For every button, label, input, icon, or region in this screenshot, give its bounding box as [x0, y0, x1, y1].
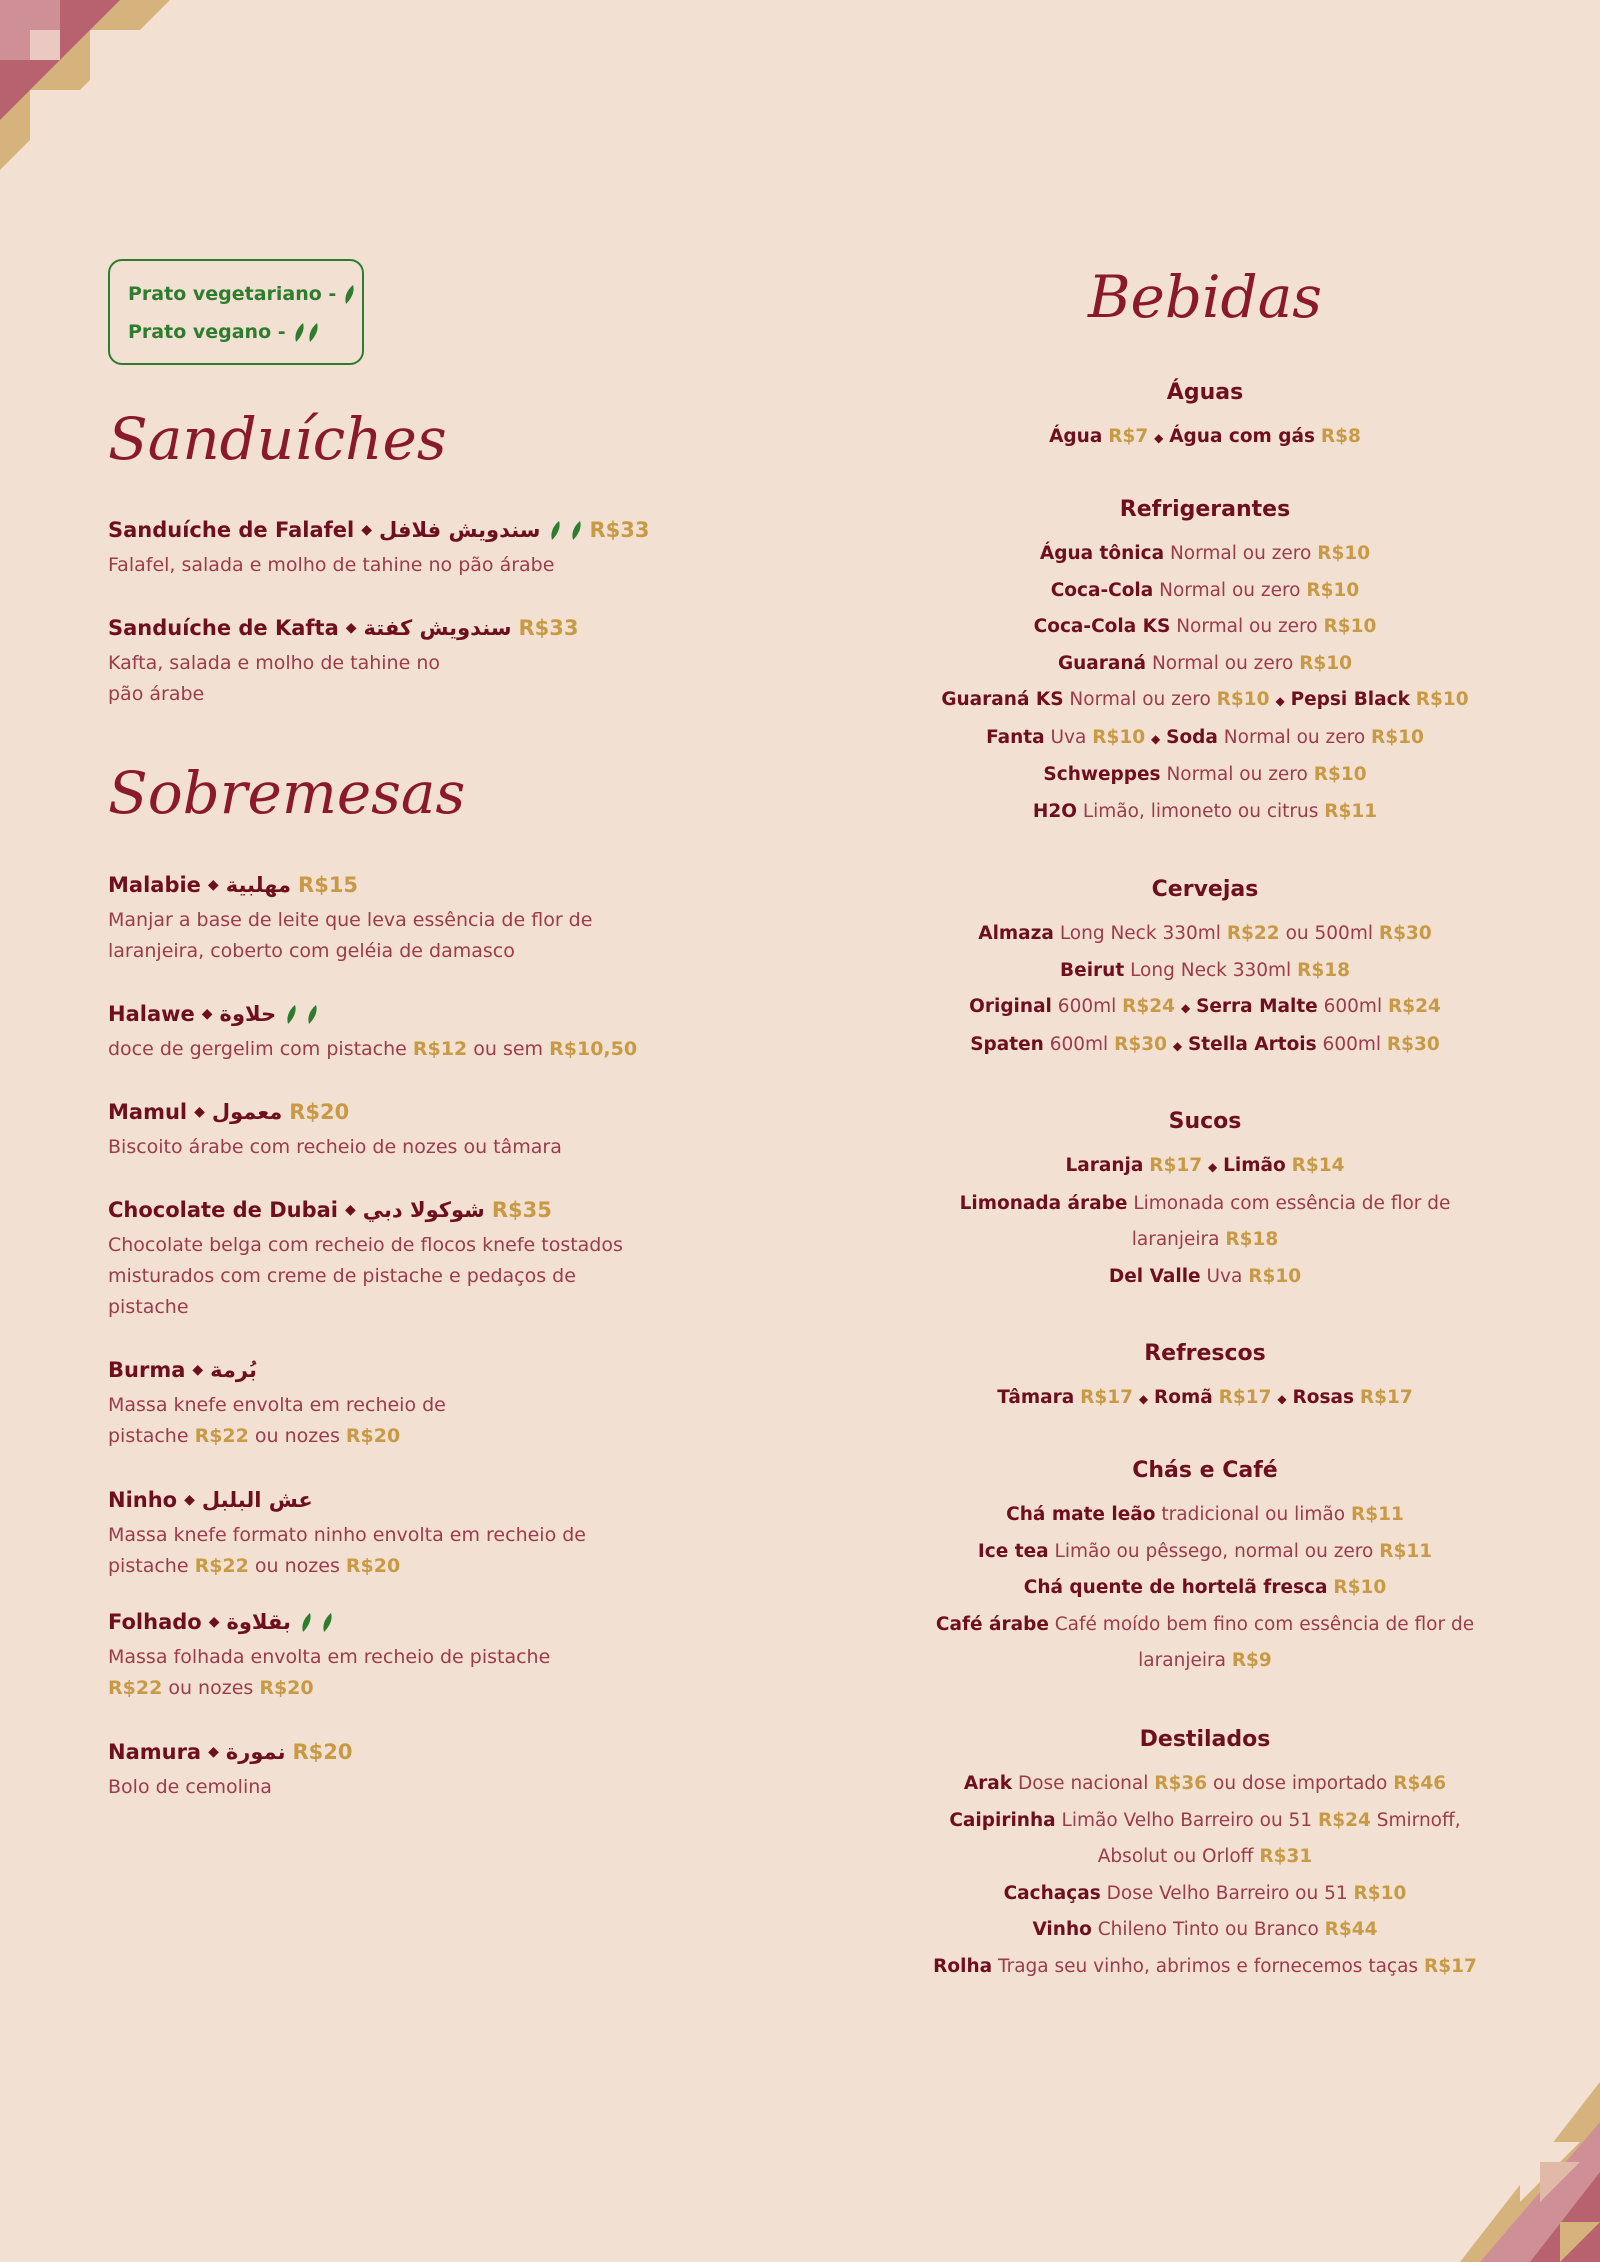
item-price: R$12	[412, 1038, 468, 1060]
item-price: R$35	[491, 1198, 552, 1222]
leaf-icon	[286, 1005, 297, 1024]
drink-name: Soda	[1166, 726, 1218, 748]
drink-price: R$10	[1216, 689, 1270, 710]
drink-name: Chá quente de hortelã fresca	[1023, 1577, 1328, 1598]
drink-price: R$30	[1378, 923, 1432, 944]
item-description	[108, 1642, 668, 1704]
drink-desc: 600ml	[1323, 996, 1383, 1017]
drink-price: R$10	[1333, 1577, 1387, 1598]
drink-price: R$10	[1313, 764, 1367, 785]
diamond-separator-icon: ◆	[345, 1202, 356, 1218]
menu-item-folhado	[108, 1610, 668, 1704]
item-name: Mamul	[108, 1100, 188, 1124]
drink-desc: Normal ou zero	[1176, 616, 1318, 637]
desc-line: Chocolate belga com recheio de flocos knefe tostados	[108, 1234, 623, 1256]
legend-vegetarian-label: Prato vegetariano -	[128, 283, 337, 305]
item-arabic-name: نمورة	[225, 1740, 286, 1764]
item-arabic-name: سندويش فلافل	[378, 518, 541, 542]
drink-name: Água	[1049, 426, 1103, 447]
leaf-icon	[344, 285, 355, 304]
drink-name: Café árabe	[935, 1613, 1049, 1635]
item-arabic-name: سندويش كفتة	[363, 616, 512, 640]
drink-name: Caipirinha	[949, 1809, 1056, 1831]
desc-text: ou nozes	[254, 1555, 340, 1577]
menu-line	[880, 609, 1530, 646]
drink-name: Pepsi Black	[1290, 689, 1410, 710]
item-name: Malabie	[108, 873, 201, 897]
drink-desc: 600ml	[1057, 996, 1117, 1017]
drink-name: Limão	[1223, 1155, 1286, 1176]
desc-text: ou nozes	[168, 1677, 254, 1699]
drink-desc: Dose nacional	[1017, 1773, 1149, 1794]
item-name: Namura	[108, 1740, 202, 1764]
menu-line	[880, 1949, 1530, 1986]
item-name: Sanduíche de Kafta	[108, 616, 339, 640]
refrescos-section	[880, 1341, 1530, 1418]
menu-line	[880, 720, 1530, 758]
menu-line	[880, 1607, 1530, 1644]
item-arabic-name: بقلاوة	[226, 1610, 291, 1634]
drink-name: Rolha	[933, 1955, 993, 1977]
leaf-icon	[294, 323, 305, 342]
item-arabic-name: عش البلبل	[201, 1488, 313, 1512]
drink-name: Schweppes	[1043, 764, 1161, 785]
leaf-icon	[550, 521, 561, 540]
leaf-icon	[571, 521, 582, 540]
menu-line	[880, 1259, 1530, 1296]
bebidas-title: Bebidas	[1087, 263, 1323, 331]
drink-price: R$11	[1324, 800, 1378, 822]
diamond-separator-icon: ◆	[1180, 1001, 1191, 1015]
item-description	[108, 1520, 668, 1582]
drink-name: Coca-Cola	[1050, 579, 1154, 601]
drink-price: R$10	[1299, 652, 1353, 674]
item-description	[108, 1034, 668, 1065]
drink-price: R$17	[1359, 1387, 1413, 1408]
diamond-separator-icon: ◆	[207, 877, 219, 893]
drink-desc: 600ml	[1049, 1033, 1109, 1055]
menu-line	[880, 573, 1530, 610]
drink-name: H2O	[1032, 800, 1077, 822]
drink-price: R$10	[1371, 726, 1424, 748]
drink-desc: Long Neck 330ml	[1130, 959, 1292, 981]
drink-price: R$10	[1353, 1882, 1407, 1904]
drink-price: R$10	[1306, 579, 1360, 601]
drink-name: Guaraná KS	[941, 689, 1064, 710]
menu-item-halawe	[108, 1002, 668, 1065]
drink-name: Vinho	[1032, 1919, 1092, 1940]
drink-price: R$7	[1108, 426, 1149, 447]
diamond-separator-icon: ◆	[1151, 731, 1161, 746]
sobremesas-section	[108, 759, 668, 827]
item-price: R$20	[345, 1425, 401, 1447]
diamond-separator-icon: ◆	[208, 1744, 219, 1760]
drink-price: R$24	[1122, 996, 1176, 1017]
desc-line: Kafta, salada e molho de tahine no	[108, 652, 440, 674]
drink-name: Stella Artois	[1187, 1033, 1317, 1055]
item-arabic-name: مهلبية	[225, 873, 292, 897]
drink-name: Limonada árabe	[959, 1192, 1128, 1214]
item-arabic-name: بُرمة	[210, 1358, 257, 1382]
drink-desc: Limão ou pêssego, normal ou zero	[1054, 1540, 1374, 1562]
item-price: R$22	[194, 1555, 249, 1577]
drink-name: Fanta	[986, 726, 1045, 748]
drink-price: R$24	[1318, 1809, 1371, 1831]
menu-line	[880, 1222, 1530, 1259]
bebidas-section	[880, 263, 1530, 331]
drink-name: Cachaças	[1003, 1882, 1101, 1904]
drink-name: Tâmara	[997, 1387, 1075, 1408]
drink-price: R$18	[1297, 959, 1350, 981]
diamond-separator-icon: ◆	[1138, 1392, 1149, 1406]
destilados-section	[880, 1727, 1530, 1985]
menu-line	[880, 682, 1530, 720]
legend-vegan	[128, 313, 362, 351]
menu-line	[880, 1497, 1530, 1534]
drink-price: R$10	[1323, 616, 1377, 637]
menu-item-malabie	[108, 873, 668, 967]
drink-price: R$10	[1248, 1265, 1302, 1287]
drink-price: R$31	[1259, 1846, 1313, 1867]
drink-desc: Café moído bem fino com essência de flor de	[1054, 1613, 1475, 1635]
diamond-separator-icon: ◆	[345, 620, 357, 636]
section-heading: Sucos	[1168, 1109, 1242, 1134]
drink-price: R$11	[1379, 1540, 1433, 1562]
menu-line	[880, 1643, 1530, 1680]
menu-line	[880, 1027, 1530, 1065]
menu-item-mamul	[108, 1100, 668, 1163]
drink-price: R$8	[1320, 426, 1361, 447]
section-heading: Chás e Café	[1132, 1458, 1278, 1483]
leaf-icon	[301, 1613, 312, 1632]
drink-price: R$11	[1350, 1504, 1404, 1525]
drink-desc: Long Neck 330ml	[1059, 923, 1221, 944]
desc-line: laranjeira, coberto com geléia de damasco	[108, 940, 515, 962]
drink-price: R$17	[1149, 1155, 1203, 1176]
diamond-separator-icon: ◆	[201, 1006, 213, 1022]
sobremesas-title: Sobremesas	[108, 759, 466, 827]
item-price: R$22	[108, 1677, 163, 1699]
drink-name: Original	[969, 996, 1052, 1017]
drink-desc: Normal ou zero	[1166, 764, 1308, 785]
item-description	[108, 648, 668, 710]
drink-desc: Limonada com essência de flor de	[1133, 1192, 1451, 1214]
menu-item-falafel	[108, 518, 668, 581]
drink-desc: Dose Velho Barreiro ou 51	[1106, 1882, 1348, 1904]
drink-price: R$17	[1423, 1955, 1477, 1977]
drink-price: R$46	[1393, 1773, 1447, 1794]
item-name: Halawe	[108, 1002, 195, 1026]
menu-line	[880, 916, 1530, 953]
drink-desc: Traga seu vinho, abrimos e fornecemos taças	[998, 1955, 1419, 1977]
drink-name: Romã	[1154, 1387, 1213, 1408]
desc-line: pão árabe	[108, 683, 205, 705]
item-price: R$20	[292, 1740, 353, 1764]
drink-desc: Limão, limoneto ou citrus	[1082, 800, 1319, 822]
item-price: R$20	[345, 1555, 401, 1577]
item-description	[108, 1390, 668, 1452]
diamond-separator-icon: ◆	[192, 1362, 204, 1378]
desc-line: Massa knefe formato ninho envolta em recheio de	[108, 1524, 586, 1546]
drink-desc: Normal ou zero	[1223, 726, 1366, 748]
drink-price: R$9	[1231, 1650, 1272, 1671]
legend-vegan-label: Prato vegano -	[128, 321, 286, 343]
item-description	[108, 1230, 668, 1323]
chas-section	[880, 1458, 1530, 1680]
drink-desc: Normal ou zero	[1069, 689, 1211, 710]
section-heading: Destilados	[1139, 1727, 1271, 1752]
item-description: Falafel, salada e molho de tahine no pão árabe	[108, 554, 555, 576]
corner-ornament-bottom-right	[1460, 2082, 1600, 2262]
diamond-separator-icon: ◆	[1172, 1038, 1183, 1053]
drink-price: R$36	[1154, 1773, 1208, 1794]
diamond-separator-icon: ◆	[1275, 694, 1285, 708]
menu-item-kafta	[108, 616, 668, 710]
drink-price: R$22	[1226, 923, 1280, 944]
desc-line: Manjar a base de leite que leva essência de flor de	[108, 909, 593, 931]
drink-desc: Normal ou zero	[1169, 543, 1312, 564]
desc-line: misturados com creme de pistache e pedaços de	[108, 1265, 576, 1287]
item-name: Sanduíche de Falafel	[108, 518, 355, 542]
menu-line	[880, 989, 1530, 1027]
item-price: R$10,50	[549, 1038, 638, 1060]
menu-line	[880, 1148, 1530, 1186]
desc-text: ou nozes	[254, 1425, 340, 1447]
section-heading: Refrigerantes	[1119, 497, 1291, 522]
drink-name: Água com gás	[1169, 426, 1316, 447]
diamond-separator-icon: ◆	[184, 1492, 195, 1508]
item-description: Biscoito árabe com recheio de nozes ou tâmara	[108, 1136, 562, 1158]
menu-line	[880, 1186, 1530, 1223]
section-heading: Cervejas	[1151, 877, 1259, 902]
drink-desc: Chileno Tinto ou Branco	[1097, 1919, 1319, 1940]
menu-line	[880, 1839, 1530, 1876]
menu-line	[880, 1912, 1530, 1949]
drink-name: Laranja	[1065, 1155, 1144, 1176]
menu-line	[880, 419, 1530, 457]
item-price: R$15	[298, 873, 359, 897]
diamond-separator-icon: ◆	[361, 522, 372, 538]
drink-desc: ou dose importado	[1213, 1773, 1388, 1794]
desc-line: Massa knefe envolta em recheio de	[108, 1394, 446, 1416]
diamond-separator-icon: ◆	[208, 1614, 220, 1630]
aguas-section	[880, 380, 1530, 457]
drink-price: R$44	[1324, 1919, 1378, 1940]
drink-name: Ice tea	[977, 1540, 1049, 1562]
diamond-separator-icon: ◆	[1208, 1160, 1218, 1174]
legend-vegetarian	[128, 275, 362, 313]
item-price: R$20	[259, 1677, 314, 1699]
item-description	[108, 905, 668, 967]
menu-line	[880, 757, 1530, 794]
drink-desc: Normal ou zero	[1151, 652, 1294, 674]
desc-line: pistache	[108, 1296, 189, 1318]
drink-price: R$17	[1218, 1387, 1272, 1408]
item-name: Folhado	[108, 1610, 202, 1634]
menu-line	[880, 1766, 1530, 1803]
menu-line	[880, 536, 1530, 573]
drink-desc: Limão Velho Barreiro ou 51	[1061, 1809, 1313, 1831]
menu-line	[880, 646, 1530, 683]
drink-name: Almaza	[978, 923, 1054, 944]
drink-name: Água tônica	[1039, 543, 1165, 564]
drink-name: Chá mate leão	[1006, 1504, 1156, 1525]
drink-price: R$10	[1092, 726, 1146, 748]
menu-item-chocolate-de-dubai	[108, 1198, 668, 1323]
item-name: Burma	[108, 1358, 186, 1382]
menu-item-namura	[108, 1740, 668, 1803]
drink-desc: tradicional ou limão	[1161, 1504, 1346, 1525]
drink-desc: Uva	[1050, 726, 1087, 748]
item-arabic-name: معمول	[211, 1100, 283, 1124]
drink-name: Rosas	[1292, 1387, 1354, 1408]
drink-price: R$30	[1114, 1033, 1167, 1055]
drink-price: R$18	[1225, 1229, 1279, 1250]
desc-text: pistache	[108, 1425, 189, 1447]
desc-text: pistache	[108, 1555, 189, 1577]
drink-name: Beirut	[1060, 959, 1125, 981]
menu-line	[880, 1380, 1530, 1418]
drink-price: R$30	[1386, 1033, 1440, 1055]
desc-line: Massa folhada envolta em recheio de pistache	[108, 1646, 551, 1668]
diamond-separator-icon: ◆	[1277, 1392, 1287, 1406]
menu-line	[880, 1803, 1530, 1840]
item-price: R$22	[194, 1425, 249, 1447]
diet-legend	[108, 259, 364, 365]
drink-name: Spaten	[970, 1033, 1044, 1055]
corner-ornament-top-left	[0, 0, 170, 170]
diamond-separator-icon: ◆	[1154, 431, 1164, 445]
leaf-icon	[308, 323, 319, 342]
sucos-section	[880, 1109, 1530, 1295]
menu-line	[880, 953, 1530, 990]
menu-item-ninho	[108, 1488, 668, 1582]
drink-name: Serra Malte	[1196, 996, 1318, 1017]
refrigerantes-section	[880, 497, 1530, 830]
drink-desc: laranjeira	[1138, 1650, 1226, 1671]
desc-text: ou sem	[473, 1038, 544, 1060]
item-description: Bolo de cemolina	[108, 1776, 272, 1798]
cervejas-section	[880, 877, 1530, 1064]
drink-name: Del Valle	[1108, 1265, 1201, 1287]
diamond-separator-icon: ◆	[194, 1104, 205, 1120]
leaf-icon	[307, 1005, 318, 1024]
drink-desc: ou 500ml	[1285, 923, 1373, 944]
drink-price: R$10	[1415, 689, 1469, 710]
leaf-icon	[322, 1613, 333, 1632]
menu-line	[880, 1876, 1530, 1913]
desc-text: doce de gergelim com pistache	[108, 1038, 407, 1060]
item-name: Chocolate de Dubai	[108, 1198, 338, 1222]
drink-name: Guaraná	[1057, 652, 1147, 674]
sanduiches-title: Sanduíches	[108, 405, 447, 473]
menu-line	[880, 1570, 1530, 1607]
drink-name: Coca-Cola KS	[1033, 616, 1171, 637]
drink-name: Arak	[963, 1773, 1013, 1794]
menu-line	[880, 1534, 1530, 1571]
drink-price: R$24	[1388, 996, 1441, 1017]
sanduiches-section	[108, 405, 668, 473]
drink-desc: Uva	[1206, 1265, 1243, 1287]
item-price: R$20	[289, 1100, 350, 1124]
menu-item-burma	[108, 1358, 668, 1452]
item-price: R$33	[589, 518, 650, 542]
drink-price: R$17	[1080, 1387, 1133, 1408]
drink-desc: laranjeira	[1131, 1229, 1220, 1250]
drink-desc: 600ml	[1322, 1033, 1382, 1055]
drink-price: R$10	[1317, 543, 1371, 564]
drink-desc: Normal ou zero	[1159, 579, 1301, 601]
item-arabic-name: حلاوة	[219, 1002, 277, 1026]
item-price: R$33	[518, 616, 579, 640]
drink-desc: Smirnoff,	[1376, 1809, 1461, 1831]
section-heading: Águas	[1166, 380, 1244, 405]
menu-line	[880, 794, 1530, 831]
drink-price: R$14	[1291, 1155, 1345, 1176]
drink-desc: Absolut ou Orloff	[1097, 1846, 1254, 1867]
item-arabic-name: شوكولا دبي	[362, 1198, 485, 1222]
item-name: Ninho	[108, 1488, 178, 1512]
section-heading: Refrescos	[1144, 1341, 1266, 1366]
